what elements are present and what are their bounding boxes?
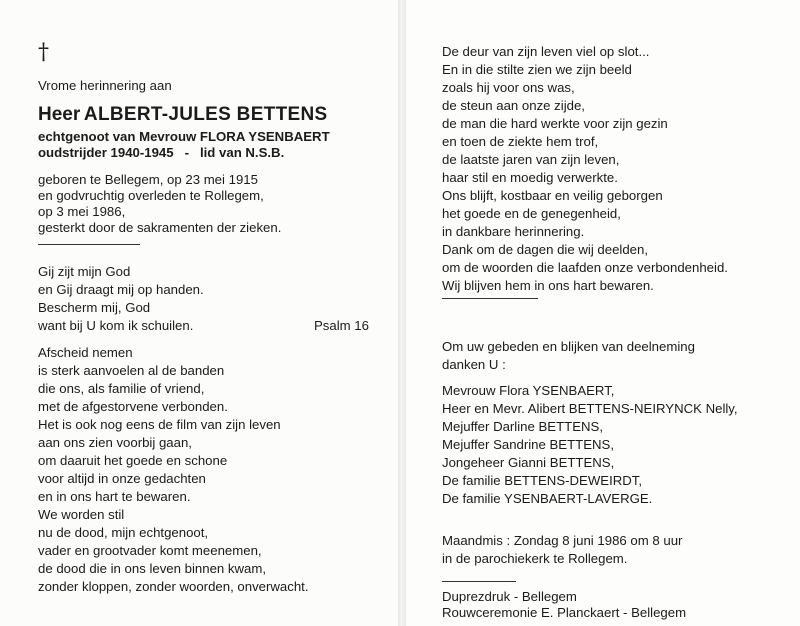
poem-line: de man die hard werkte voor zijn gezin bbox=[442, 116, 668, 131]
thanks-line: Om uw gebeden en blijken van deelneming bbox=[442, 339, 695, 354]
psalm-line: want bij U kom ik schuilen. bbox=[38, 318, 194, 333]
poem-line: de dood die in ons leven binnen kwam, bbox=[38, 561, 267, 576]
family-member: Jongeheer Gianni BETTENS, bbox=[442, 455, 615, 470]
family-member: Mejuffer Sandrine BETTENS, bbox=[442, 437, 614, 452]
poem-line: Het is ook nog eens de film van zijn leven bbox=[38, 417, 281, 432]
poem-line: De deur van zijn leven viel op slot... bbox=[442, 44, 650, 59]
family-member: De familie BETTENS-DEWEIRDT, bbox=[442, 473, 643, 488]
poem-line: vader en grootvader komt meenemen, bbox=[38, 543, 262, 558]
poem-line: is sterk aanvoelen al de banden bbox=[38, 363, 225, 378]
poem-line: het goede en de genegenheid, bbox=[442, 206, 621, 221]
bio-line: op 3 mei 1986, bbox=[38, 204, 126, 219]
poem-line: en in ons hart te bewaren. bbox=[38, 489, 191, 504]
family-member: Heer en Mevr. Alibert BETTENS-NEIRYNCK Nelly, bbox=[442, 401, 738, 416]
poem-line: die ons, als familie of vriend, bbox=[38, 381, 205, 396]
psalm-reference: Psalm 16 bbox=[314, 318, 369, 333]
divider bbox=[442, 298, 538, 299]
family-member: Mejuffer Darline BETTENS, bbox=[442, 419, 603, 434]
spouse-line: echtgenoot van Mevrouw FLORA YSENBAERT bbox=[38, 129, 330, 144]
poem-line: en toen de ziekte hem trof, bbox=[442, 134, 599, 149]
bio-line: geboren te Bellegem, op 23 mei 1915 bbox=[38, 172, 258, 187]
right-page bbox=[406, 0, 800, 626]
printer-credit: Duprezdruk - Bellegem bbox=[442, 589, 577, 604]
poem-line: En in die stilte zien we zijn beeld bbox=[442, 62, 632, 77]
family-member: De familie YSENBAERT-LAVERGE. bbox=[442, 491, 653, 506]
bio-line: gesterkt door de sakramenten der zieken. bbox=[38, 220, 282, 235]
poem-line: in dankbare herinnering. bbox=[442, 224, 585, 239]
bio-line: en godvruchtig overleden te Rollegem, bbox=[38, 188, 264, 203]
mass-line: Maandmis : Zondag 8 juni 1986 om 8 uur bbox=[442, 533, 683, 548]
divider bbox=[442, 581, 516, 582]
intro-text: Vrome herinnering aan bbox=[38, 78, 172, 93]
psalm-line: en Gij draagt mij op handen. bbox=[38, 282, 204, 297]
poem-line: Afscheid nemen bbox=[38, 345, 133, 360]
poem-line: de laatste jaren van zijn leven, bbox=[442, 152, 620, 167]
poem-line: met de afgestorvene verbonden. bbox=[38, 399, 228, 414]
veteran-line: oudstrijder 1940-1945 - lid van N.S.B. bbox=[38, 145, 285, 160]
poem-line: om de woorden die laafden onze verbondenheid. bbox=[442, 260, 728, 275]
poem-line: Dank om de dagen die wij deelden, bbox=[442, 242, 649, 257]
poem-line: nu de dood, mijn echtgenoot, bbox=[38, 525, 209, 540]
poem-line: Wij blijven hem in ons hart bewaren. bbox=[442, 278, 654, 293]
deceased-name bbox=[38, 104, 327, 127]
page-fold bbox=[398, 0, 406, 626]
family-member: Mevrouw Flora YSENBAERT, bbox=[442, 383, 615, 398]
poem-line: haar stil en moedig verwerkte. bbox=[442, 170, 618, 185]
name-text: ALBERT-JULES BETTENS bbox=[83, 104, 328, 125]
funeral-service-credit: Rouwceremonie E. Planckaert - Bellegem bbox=[442, 605, 687, 620]
left-page bbox=[0, 0, 398, 626]
poem-line: om daaruit het goede en schone bbox=[38, 453, 228, 468]
poem-line: aan ons zien voorbij gaan, bbox=[38, 435, 192, 450]
cross-icon: † bbox=[38, 40, 49, 65]
divider bbox=[38, 244, 140, 245]
poem-line: zonder kloppen, zonder woorden, onverwacht. bbox=[38, 579, 309, 594]
psalm-line: Gij zijt mijn God bbox=[38, 264, 131, 279]
poem-line: We worden stil bbox=[38, 507, 125, 522]
poem-line: de steun aan onze zijde, bbox=[442, 98, 585, 113]
poem-line: Ons blijft, kostbaar en veilig geborgen bbox=[442, 188, 663, 203]
mass-line: in de parochiekerk te Rollegem. bbox=[442, 551, 628, 566]
thanks-line: danken U : bbox=[442, 357, 506, 372]
psalm-line: Bescherm mij, God bbox=[38, 300, 151, 315]
poem-line: zoals hij voor ons was, bbox=[442, 80, 575, 95]
name-title: Heer bbox=[38, 104, 81, 125]
poem-line: voor altijd in onze gedachten bbox=[38, 471, 206, 486]
